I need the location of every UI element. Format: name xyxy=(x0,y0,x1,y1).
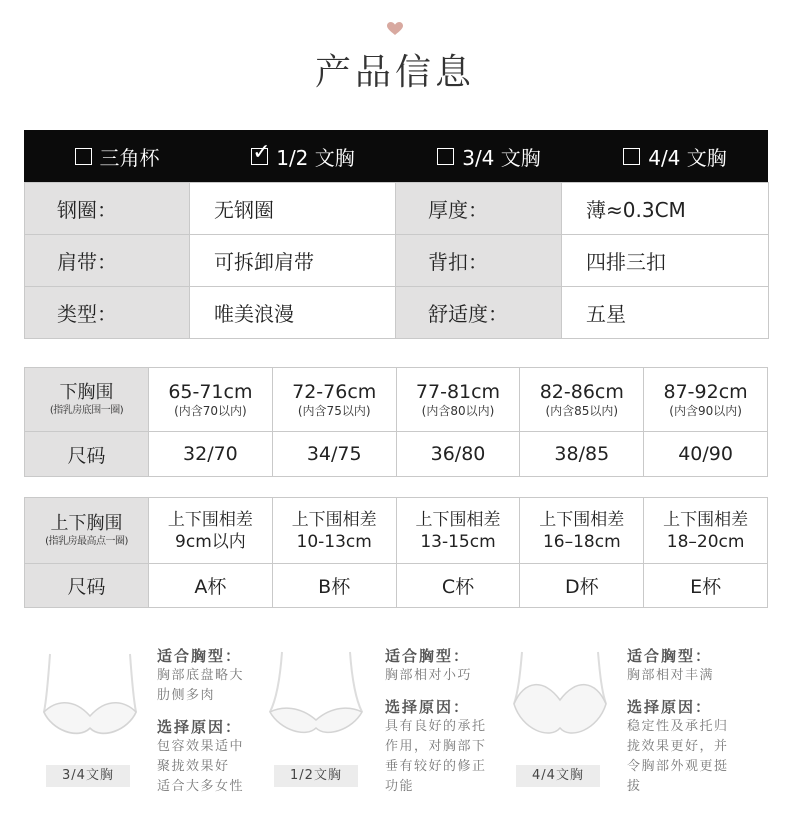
range-note: (内含90以内) xyxy=(669,403,742,418)
cup-value: D杯 xyxy=(520,564,644,608)
style-label: 4/4文胸 xyxy=(516,765,600,787)
bustdiff-header-note: (指乳房最高点一圈) xyxy=(45,535,128,547)
style-desc-full xyxy=(627,645,729,797)
range-value: 72-76cm xyxy=(292,380,377,403)
checkbox-icon[interactable] xyxy=(623,148,640,165)
range-value: 77-81cm xyxy=(415,380,501,403)
reason-line: 聚拢效果好 xyxy=(157,759,230,774)
cup-type-bar xyxy=(24,130,768,182)
cup-value: B杯 xyxy=(272,564,396,608)
cup-value: E杯 xyxy=(644,564,768,608)
spec-label: 厚度： xyxy=(396,183,562,235)
diff-cell xyxy=(272,498,396,564)
size-value: 40/90 xyxy=(644,432,768,477)
reason-line: 功能 xyxy=(385,779,415,794)
fit-title: 适合胸型： xyxy=(157,647,243,665)
spec-label: 钢圈： xyxy=(25,183,190,235)
cup-option-full[interactable] xyxy=(582,142,768,171)
table-row xyxy=(25,432,768,477)
size-value: 36/80 xyxy=(396,432,520,477)
underbust-size-table xyxy=(24,367,768,477)
spec-value: 无钢圈 xyxy=(190,183,396,235)
diff-value: 13-15cm xyxy=(420,531,496,552)
cup-option-half[interactable] xyxy=(210,142,396,171)
spec-value: 可拆卸肩带 xyxy=(190,235,396,287)
reason-line: 拢效果更好，并 xyxy=(627,739,729,754)
spec-table xyxy=(24,182,769,339)
underbust-header-cell xyxy=(25,368,149,432)
checkbox-checked-icon[interactable] xyxy=(251,148,268,165)
range-value: 87-92cm xyxy=(663,380,748,403)
reason-line: 拔 xyxy=(627,779,642,794)
diff-value: 9cm以内 xyxy=(175,531,246,552)
cup-option-triangle[interactable] xyxy=(24,142,210,171)
checkbox-icon[interactable] xyxy=(75,148,92,165)
spec-value: 薄≈0.3CM xyxy=(562,183,769,235)
table-row xyxy=(25,564,768,608)
fit-title: 适合胸型： xyxy=(627,647,713,665)
spec-value: 四排三扣 xyxy=(562,235,769,287)
spec-label: 背扣： xyxy=(396,235,562,287)
cup-value: A杯 xyxy=(149,564,273,608)
reason-line: 稳定性及承托归 xyxy=(627,719,729,734)
spec-label: 类型： xyxy=(25,287,190,339)
reason-line: 令胸部外观更挺 xyxy=(627,759,729,774)
range-value: 65-71cm xyxy=(168,380,253,403)
size-label: 尺码 xyxy=(25,432,149,477)
reason-line: 具有良好的承托 xyxy=(385,719,487,734)
bra-half-icon xyxy=(264,650,368,740)
diff-cell xyxy=(644,498,768,564)
page-title: 产品信息 xyxy=(314,52,475,93)
range-value: 82-86cm xyxy=(539,380,624,403)
underbust-header: 下胸围 xyxy=(59,381,114,403)
diff-cell xyxy=(520,498,644,564)
range-note: (内含85以内) xyxy=(545,403,619,418)
table-row xyxy=(25,235,769,287)
cup-size-table xyxy=(24,497,768,608)
size-value: 32/70 xyxy=(149,432,273,477)
style-desc-three-quarter xyxy=(157,645,244,797)
spec-value: 五星 xyxy=(562,287,769,339)
reason-title: 选择原因： xyxy=(627,698,713,716)
fit-title: 适合胸型： xyxy=(385,647,471,665)
size-value: 38/85 xyxy=(520,432,644,477)
table-row xyxy=(25,368,768,432)
range-note: (内含75以内) xyxy=(297,403,371,418)
fit-line: 肋侧多肉 xyxy=(157,688,216,703)
fit-line: 胸部相对小巧 xyxy=(385,668,473,683)
fit-line: 胸部底盘略大 xyxy=(157,668,245,683)
table-row xyxy=(25,498,768,564)
diff-value: 16–18cm xyxy=(542,531,621,552)
diff-cell xyxy=(396,498,520,564)
diff-line: 上下围相差 xyxy=(663,509,749,530)
bra-three-quarter-icon xyxy=(38,652,142,742)
size-value: 34/75 xyxy=(272,432,396,477)
diff-line: 上下围相差 xyxy=(415,509,501,530)
diff-line: 上下围相差 xyxy=(167,509,253,530)
cup-option-label: 1/2 文胸 xyxy=(276,145,355,170)
style-label: 3/4文胸 xyxy=(46,765,130,787)
reason-title: 选择原因： xyxy=(385,698,471,716)
diff-cell xyxy=(149,498,273,564)
fit-line: 胸部相对丰满 xyxy=(627,668,715,683)
cup-option-label: 4/4 文胸 xyxy=(648,145,727,170)
range-cell xyxy=(149,368,273,432)
range-cell xyxy=(272,368,396,432)
cup-option-three-quarter[interactable] xyxy=(396,142,582,171)
checkbox-icon[interactable] xyxy=(437,148,454,165)
reason-line: 包容效果适中 xyxy=(157,739,245,754)
reason-line: 垂有较好的修正 xyxy=(385,759,487,774)
range-cell xyxy=(644,368,768,432)
diff-value: 10-13cm xyxy=(296,531,372,552)
diff-value: 18–20cm xyxy=(666,531,745,552)
table-row xyxy=(25,287,769,339)
underbust-header-note: (指乳房底围一圈) xyxy=(49,404,124,416)
range-note: (内含80以内) xyxy=(421,403,495,418)
reason-line: 适合大多女性 xyxy=(157,779,245,794)
range-cell xyxy=(520,368,644,432)
cup-option-label: 3/4 文胸 xyxy=(462,145,541,170)
diff-line: 上下围相差 xyxy=(539,509,625,530)
diff-line: 上下围相差 xyxy=(291,509,377,530)
spec-value: 唯美浪漫 xyxy=(190,287,396,339)
cup-value: C杯 xyxy=(396,564,520,608)
cup-option-label: 三角杯 xyxy=(99,145,160,170)
style-desc-half xyxy=(385,645,487,797)
heart-icon xyxy=(387,22,403,36)
spec-label: 肩带： xyxy=(25,235,190,287)
bra-full-icon xyxy=(508,650,612,740)
reason-line: 作用，对胸部下 xyxy=(385,739,487,754)
bustdiff-header: 上下胸围 xyxy=(50,512,123,534)
range-cell xyxy=(396,368,520,432)
spec-label: 舒适度： xyxy=(396,287,562,339)
size-label: 尺码 xyxy=(25,564,149,608)
table-row xyxy=(25,183,769,235)
range-note: (内含70以内) xyxy=(174,403,247,418)
bustdiff-header-cell xyxy=(25,498,149,564)
reason-title: 选择原因： xyxy=(157,718,243,736)
style-label: 1/2文胸 xyxy=(274,765,358,787)
